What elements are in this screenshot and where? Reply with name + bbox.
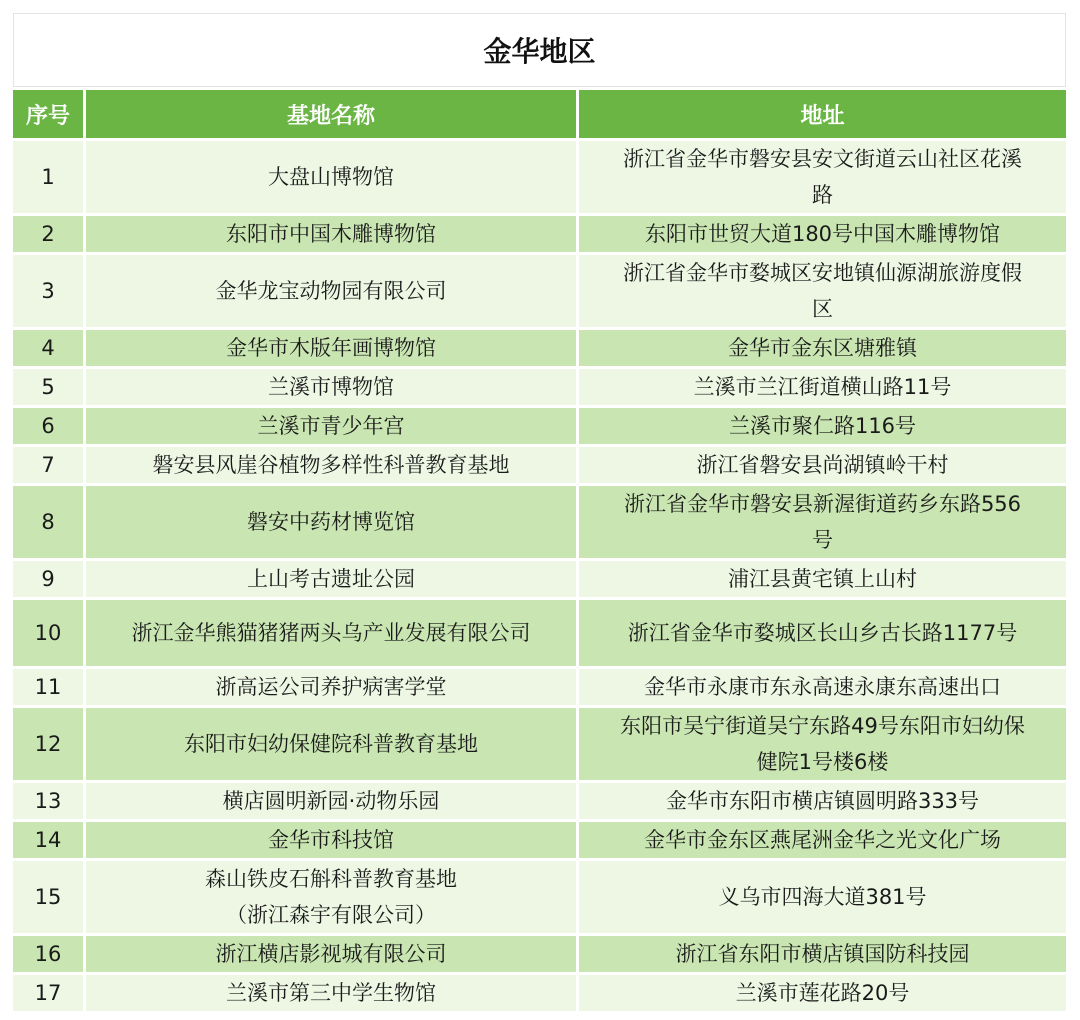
- table-row: [13, 216, 1066, 252]
- address-line: 金华市金东区燕尾洲金华之光文化广场: [644, 828, 1001, 852]
- address-cell: [579, 216, 1066, 252]
- table-body: [13, 141, 1066, 1011]
- base-name-cell: [86, 936, 576, 972]
- address-line: 浙江省磐安县尚湖镇岭干村: [696, 453, 949, 477]
- table-row: [13, 708, 1066, 780]
- base-name-line: 金华龙宝动物园有限公司: [215, 279, 447, 303]
- table-row: [13, 141, 1066, 213]
- base-name-line: 金华市木版年画博物馆: [226, 336, 436, 360]
- base-name-line: 磐安中药材博览馆: [247, 510, 415, 534]
- address-line: 浙江省东阳市横店镇国防科技园: [675, 942, 970, 966]
- address-cell: [579, 783, 1066, 819]
- table-row: [13, 486, 1066, 558]
- base-name-line: 浙江金华熊猫猪猪两头乌产业发展有限公司: [131, 621, 531, 645]
- row-index: 3: [13, 255, 83, 327]
- base-name-cell: [86, 330, 576, 366]
- row-index: 15: [13, 861, 83, 933]
- row-index: 12: [13, 708, 83, 780]
- row-index: 17: [13, 975, 83, 1011]
- address-line: 健院1号楼6楼: [756, 750, 889, 774]
- base-name-cell: [86, 216, 576, 252]
- address-cell: [579, 141, 1066, 213]
- address-cell: [579, 822, 1066, 858]
- address-line: 金华市金东区塘雅镇: [728, 336, 917, 360]
- base-name-line: 浙高运公司养护病害学堂: [215, 675, 447, 699]
- address-line: 兰溪市兰江街道横山路11号: [693, 375, 952, 399]
- base-name-cell: [86, 141, 576, 213]
- address-cell: [579, 708, 1066, 780]
- address-line: 义乌市四海大道381号: [718, 885, 927, 909]
- base-name-cell: [86, 561, 576, 597]
- table-row: [13, 600, 1066, 666]
- address-line: 兰溪市聚仁路116号: [728, 414, 917, 438]
- base-name-line: 金华市科技馆: [268, 828, 394, 852]
- row-index: 16: [13, 936, 83, 972]
- base-name-cell: [86, 600, 576, 666]
- base-name-cell: [86, 861, 576, 933]
- address-cell: [579, 369, 1066, 405]
- address-line: 东阳市吴宁街道吴宁东路49号东阳市妇幼保: [620, 714, 1025, 738]
- row-index: 10: [13, 600, 83, 666]
- table-row: [13, 822, 1066, 858]
- base-name-line: 兰溪市第三中学生物馆: [226, 981, 436, 1005]
- row-index: 8: [13, 486, 83, 558]
- address-cell: [579, 486, 1066, 558]
- address-cell: [579, 330, 1066, 366]
- base-name-cell: [86, 975, 576, 1011]
- table-title-box: [13, 13, 1066, 87]
- column-header-name: 基地名称: [86, 90, 576, 138]
- address-line: 金华市永康市东永高速永康东高速出口: [644, 675, 1001, 699]
- row-index: 9: [13, 561, 83, 597]
- base-name-line: 东阳市妇幼保健院科普教育基地: [184, 732, 478, 756]
- address-cell: [579, 447, 1066, 483]
- row-index: 2: [13, 216, 83, 252]
- base-table: [10, 87, 1069, 1014]
- table-row: [13, 330, 1066, 366]
- base-name-line: 浙江横店影视城有限公司: [215, 942, 447, 966]
- base-name-cell: [86, 369, 576, 405]
- address-line: 浦江县黄宅镇上山村: [728, 567, 917, 591]
- address-cell: [579, 561, 1066, 597]
- row-index: 14: [13, 822, 83, 858]
- table-row: [13, 447, 1066, 483]
- address-line: 浙江省金华市婺城区安地镇仙源湖旅游度假: [623, 261, 1022, 285]
- column-header-index: 序号: [13, 90, 83, 138]
- base-name-cell: [86, 255, 576, 327]
- row-index: 11: [13, 669, 83, 705]
- base-name-cell: [86, 708, 576, 780]
- base-name-cell: [86, 822, 576, 858]
- base-name-line: 大盘山博物馆: [268, 165, 394, 189]
- address-cell: [579, 600, 1066, 666]
- base-name-line: 横店圆明新园·动物乐园: [222, 789, 440, 813]
- address-line: 浙江省金华市磐安县新渥街道药乡东路556: [623, 492, 1022, 516]
- address-cell: [579, 255, 1066, 327]
- table-row: [13, 255, 1066, 327]
- address-line: 金华市东阳市横店镇圆明路333号: [665, 789, 980, 813]
- address-cell: [579, 936, 1066, 972]
- address-cell: [579, 669, 1066, 705]
- table-row: [13, 408, 1066, 444]
- row-index: 1: [13, 141, 83, 213]
- table-row: [13, 369, 1066, 405]
- table-header-row: [13, 90, 1066, 138]
- address-cell: [579, 975, 1066, 1011]
- base-name-cell: [86, 486, 576, 558]
- table-row: [13, 783, 1066, 819]
- base-name-line: 兰溪市博物馆: [268, 375, 394, 399]
- table-row: [13, 975, 1066, 1011]
- base-name-cell: [86, 447, 576, 483]
- table-row: [13, 669, 1066, 705]
- table-row: [13, 861, 1066, 933]
- address-cell: [579, 861, 1066, 933]
- base-name-cell: [86, 408, 576, 444]
- address-line: 兰溪市莲花路20号: [735, 981, 910, 1005]
- table-row: [13, 561, 1066, 597]
- base-name-line: 东阳市中国木雕博物馆: [226, 222, 436, 246]
- row-index: 7: [13, 447, 83, 483]
- base-name-line: 上山考古遗址公园: [247, 567, 415, 591]
- base-name-cell: [86, 669, 576, 705]
- address-cell: [579, 408, 1066, 444]
- address-line: 路: [812, 183, 833, 207]
- row-index: 5: [13, 369, 83, 405]
- row-index: 13: [13, 783, 83, 819]
- base-name-cell: [86, 783, 576, 819]
- address-line: 浙江省金华市婺城区长山乡古长路1177号: [627, 621, 1018, 645]
- address-line: 东阳市世贸大道180号中国木雕博物馆: [644, 222, 1001, 246]
- row-index: 4: [13, 330, 83, 366]
- column-header-address: 地址: [579, 90, 1066, 138]
- address-line: 浙江省金华市磐安县安文街道云山社区花溪: [623, 147, 1022, 171]
- page-title: 金华地区: [483, 35, 596, 68]
- table-row: [13, 936, 1066, 972]
- base-name-line: 森山铁皮石斛科普教育基地: [205, 867, 457, 891]
- base-name-line: （浙江森宇有限公司）: [226, 903, 436, 927]
- address-line: 区: [812, 297, 833, 321]
- row-index: 6: [13, 408, 83, 444]
- base-name-line: 兰溪市青少年宫: [257, 414, 405, 438]
- address-line: 号: [812, 528, 833, 552]
- base-name-line: 磐安县风崖谷植物多样性科普教育基地: [152, 453, 510, 477]
